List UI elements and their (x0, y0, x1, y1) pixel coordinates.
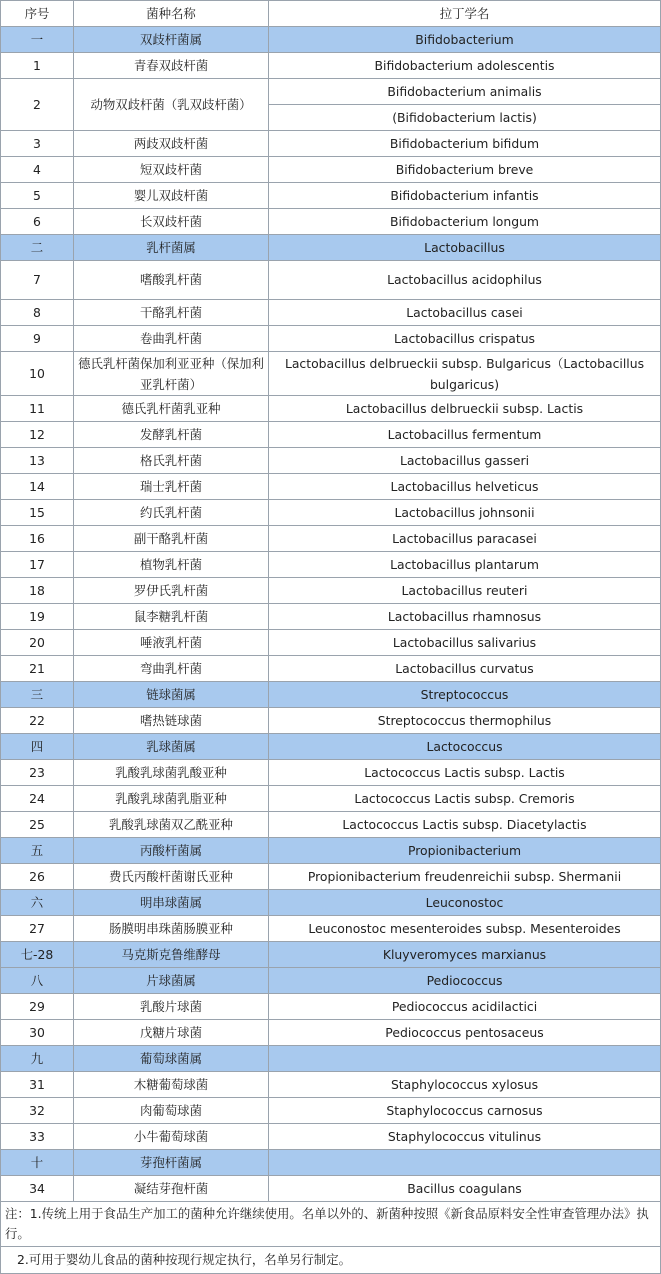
row-latin: Leuconostoc mesenteroides subsp. Mesenteroides (269, 916, 661, 942)
group-latin: Kluyveromyces marxianus (269, 942, 661, 968)
table-row (1, 578, 661, 604)
row-no: 22 (1, 708, 74, 734)
row-no: 31 (1, 1072, 74, 1098)
row-cn: 青春双歧杆菌 (74, 53, 269, 79)
table-row (1, 352, 661, 396)
row-no: 10 (1, 352, 74, 396)
row-latin: Bifidobacterium bifidum (269, 131, 661, 157)
row-no: 15 (1, 500, 74, 526)
row-latin: Staphylococcus vitulinus (269, 1124, 661, 1150)
row-latin: Lactococcus Lactis subsp. Lactis (269, 760, 661, 786)
table-row (1, 422, 661, 448)
row-latin: Staphylococcus carnosus (269, 1098, 661, 1124)
table-row (1, 552, 661, 578)
row-no: 13 (1, 448, 74, 474)
group-latin: Pediococcus (269, 968, 661, 994)
row-cn: 木糖葡萄球菌 (74, 1072, 269, 1098)
row-cn: 发酵乳杆菌 (74, 422, 269, 448)
group-cn: 片球菌属 (74, 968, 269, 994)
row-latin: Bifidobacterium infantis (269, 183, 661, 209)
group-latin (269, 1150, 661, 1176)
row-latin: Lactobacillus delbrueckii subsp. Bulgaricus（Lactobacillus bulgaricus) (269, 352, 661, 396)
group-latin: Propionibacterium (269, 838, 661, 864)
row-no: 25 (1, 812, 74, 838)
table-row (1, 1176, 661, 1202)
row-cn: 德氏乳杆菌保加利亚亚种（保加利亚乳杆菌） (74, 352, 269, 396)
row-no: 8 (1, 300, 74, 326)
row-no: 24 (1, 786, 74, 812)
row-cn: 罗伊氏乳杆菌 (74, 578, 269, 604)
row-no: 26 (1, 864, 74, 890)
row-latin: Lactobacillus gasseri (269, 448, 661, 474)
row-cn: 副干酪乳杆菌 (74, 526, 269, 552)
row-cn: 费氏丙酸杆菌谢氏亚种 (74, 864, 269, 890)
row-latin: Lactobacillus johnsonii (269, 500, 661, 526)
row-latin: Propionibacterium freudenreichii subsp. Shermanii (269, 864, 661, 890)
row-cn: 瑞士乳杆菌 (74, 474, 269, 500)
group-row (1, 27, 661, 53)
row-no: 17 (1, 552, 74, 578)
header-latin-name: 拉丁学名 (269, 1, 661, 27)
row-latin: Lactobacillus plantarum (269, 552, 661, 578)
row-cn: 格氏乳杆菌 (74, 448, 269, 474)
row-no: 9 (1, 326, 74, 352)
row-cn: 乳酸乳球菌乳脂亚种 (74, 786, 269, 812)
row-cn: 短双歧杆菌 (74, 157, 269, 183)
row-latin: Streptococcus thermophilus (269, 708, 661, 734)
row-latin: Bifidobacterium animalis (269, 79, 661, 105)
group-row (1, 838, 661, 864)
row-no: 11 (1, 396, 74, 422)
group-no: 七-28 (1, 942, 74, 968)
row-latin: Bifidobacterium longum (269, 209, 661, 235)
table-row (1, 1124, 661, 1150)
table-row (1, 630, 661, 656)
group-latin: Lactococcus (269, 734, 661, 760)
table-row (1, 708, 661, 734)
table-row (1, 864, 661, 890)
table-row (1, 656, 661, 682)
note-2: 2.可用于婴幼儿食品的菌种按现行规定执行，名单另行制定。 (1, 1247, 661, 1274)
row-latin: Lactobacillus paracasei (269, 526, 661, 552)
row-no: 18 (1, 578, 74, 604)
row-cn: 嗜热链球菌 (74, 708, 269, 734)
row-cn: 乳酸乳球菌乳酸亚种 (74, 760, 269, 786)
group-cn: 明串球菌属 (74, 890, 269, 916)
group-no: 一 (1, 27, 74, 53)
row-latin: Bifidobacterium breve (269, 157, 661, 183)
row-no: 30 (1, 1020, 74, 1046)
row-no: 14 (1, 474, 74, 500)
row-cn: 卷曲乳杆菌 (74, 326, 269, 352)
row-latin: Lactococcus Lactis subsp. Diacetylactis (269, 812, 661, 838)
table-row (1, 53, 661, 79)
group-cn: 芽孢杆菌属 (74, 1150, 269, 1176)
note-row (1, 1202, 661, 1247)
note-row (1, 1247, 661, 1274)
row-cn: 小牛葡萄球菌 (74, 1124, 269, 1150)
row-no: 2 (1, 79, 74, 131)
row-no: 6 (1, 209, 74, 235)
row-cn: 长双歧杆菌 (74, 209, 269, 235)
row-cn: 戊糖片球菌 (74, 1020, 269, 1046)
table-row (1, 1098, 661, 1124)
group-cn: 马克斯克鲁维酵母 (74, 942, 269, 968)
row-cn: 德氏乳杆菌乳亚种 (74, 396, 269, 422)
header-cn-name: 菌种名称 (74, 1, 269, 27)
row-cn: 动物双歧杆菌（乳双歧杆菌） (74, 79, 269, 131)
group-no: 八 (1, 968, 74, 994)
table-row (1, 131, 661, 157)
table-row (1, 396, 661, 422)
row-cn: 肉葡萄球菌 (74, 1098, 269, 1124)
row-cn: 两歧双歧杆菌 (74, 131, 269, 157)
row-latin: Lactobacillus delbrueckii subsp. Lactis (269, 396, 661, 422)
group-cn: 链球菌属 (74, 682, 269, 708)
group-row (1, 942, 661, 968)
row-cn: 弯曲乳杆菌 (74, 656, 269, 682)
group-latin: Streptococcus (269, 682, 661, 708)
row-latin: Lactobacillus curvatus (269, 656, 661, 682)
group-row (1, 682, 661, 708)
table-header (1, 1, 661, 27)
group-row (1, 1046, 661, 1072)
group-row (1, 968, 661, 994)
row-no: 4 (1, 157, 74, 183)
row-cn: 植物乳杆菌 (74, 552, 269, 578)
table-row (1, 526, 661, 552)
row-latin: Lactobacillus rhamnosus (269, 604, 661, 630)
row-cn: 唾液乳杆菌 (74, 630, 269, 656)
group-row (1, 890, 661, 916)
row-no: 19 (1, 604, 74, 630)
row-no: 3 (1, 131, 74, 157)
group-no: 二 (1, 235, 74, 261)
row-latin: Lactococcus Lactis subsp. Cremoris (269, 786, 661, 812)
row-no: 34 (1, 1176, 74, 1202)
group-no: 六 (1, 890, 74, 916)
row-no: 5 (1, 183, 74, 209)
row-cn: 乳酸乳球菌双乙酰亚种 (74, 812, 269, 838)
table-row (1, 1020, 661, 1046)
note-1: 注：1.传统上用于食品生产加工的菌种允许继续使用。名单以外的、新菌种按照《新食品原料安全性审查管理办法》执行。 (1, 1202, 661, 1247)
row-no: 33 (1, 1124, 74, 1150)
row-latin: Pediococcus acidilactici (269, 994, 661, 1020)
table-row (1, 760, 661, 786)
row-latin: Bacillus coagulans (269, 1176, 661, 1202)
group-no: 五 (1, 838, 74, 864)
table-row (1, 448, 661, 474)
table-row (1, 916, 661, 942)
row-latin: Lactobacillus crispatus (269, 326, 661, 352)
group-no: 四 (1, 734, 74, 760)
table-row (1, 300, 661, 326)
table-row (1, 209, 661, 235)
row-cn: 婴儿双歧杆菌 (74, 183, 269, 209)
row-no: 12 (1, 422, 74, 448)
row-no: 1 (1, 53, 74, 79)
table-row (1, 326, 661, 352)
group-cn: 双歧杆菌属 (74, 27, 269, 53)
row-no: 23 (1, 760, 74, 786)
row-no: 32 (1, 1098, 74, 1124)
row-cn: 约氏乳杆菌 (74, 500, 269, 526)
group-cn: 乳杆菌属 (74, 235, 269, 261)
row-latin: Lactobacillus casei (269, 300, 661, 326)
row-latin: Lactobacillus fermentum (269, 422, 661, 448)
table-row (1, 812, 661, 838)
row-no: 16 (1, 526, 74, 552)
group-latin: Lactobacillus (269, 235, 661, 261)
row-latin: Pediococcus pentosaceus (269, 1020, 661, 1046)
group-no: 三 (1, 682, 74, 708)
table-row (1, 786, 661, 812)
group-cn: 乳球菌属 (74, 734, 269, 760)
group-row (1, 235, 661, 261)
row-latin-alt: (Bifidobacterium lactis) (269, 105, 661, 131)
row-cn: 鼠李糖乳杆菌 (74, 604, 269, 630)
table-row (1, 500, 661, 526)
row-no: 7 (1, 261, 74, 300)
row-no: 27 (1, 916, 74, 942)
group-latin (269, 1046, 661, 1072)
table-row (1, 183, 661, 209)
row-no: 29 (1, 994, 74, 1020)
table-row (1, 157, 661, 183)
group-latin: Leuconostoc (269, 890, 661, 916)
row-no: 20 (1, 630, 74, 656)
row-no: 21 (1, 656, 74, 682)
row-latin: Staphylococcus xylosus (269, 1072, 661, 1098)
row-latin: Lactobacillus salivarius (269, 630, 661, 656)
table-row (1, 474, 661, 500)
row-latin: Bifidobacterium adolescentis (269, 53, 661, 79)
group-row (1, 734, 661, 760)
row-cn: 嗜酸乳杆菌 (74, 261, 269, 300)
table-row (1, 1072, 661, 1098)
group-cn: 葡萄球菌属 (74, 1046, 269, 1072)
group-row (1, 1150, 661, 1176)
row-latin: Lactobacillus reuteri (269, 578, 661, 604)
row-cn: 肠膜明串珠菌肠膜亚种 (74, 916, 269, 942)
group-latin: Bifidobacterium (269, 27, 661, 53)
table-row (1, 994, 661, 1020)
row-cn: 干酪乳杆菌 (74, 300, 269, 326)
table-row (1, 261, 661, 300)
group-cn: 丙酸杆菌属 (74, 838, 269, 864)
row-cn: 乳酸片球菌 (74, 994, 269, 1020)
header-no: 序号 (1, 1, 74, 27)
row-cn: 凝结芽孢杆菌 (74, 1176, 269, 1202)
row-latin: Lactobacillus acidophilus (269, 261, 661, 300)
row-latin: Lactobacillus helveticus (269, 474, 661, 500)
table-row (1, 604, 661, 630)
group-no: 十 (1, 1150, 74, 1176)
group-no: 九 (1, 1046, 74, 1072)
table-row (1, 79, 661, 105)
